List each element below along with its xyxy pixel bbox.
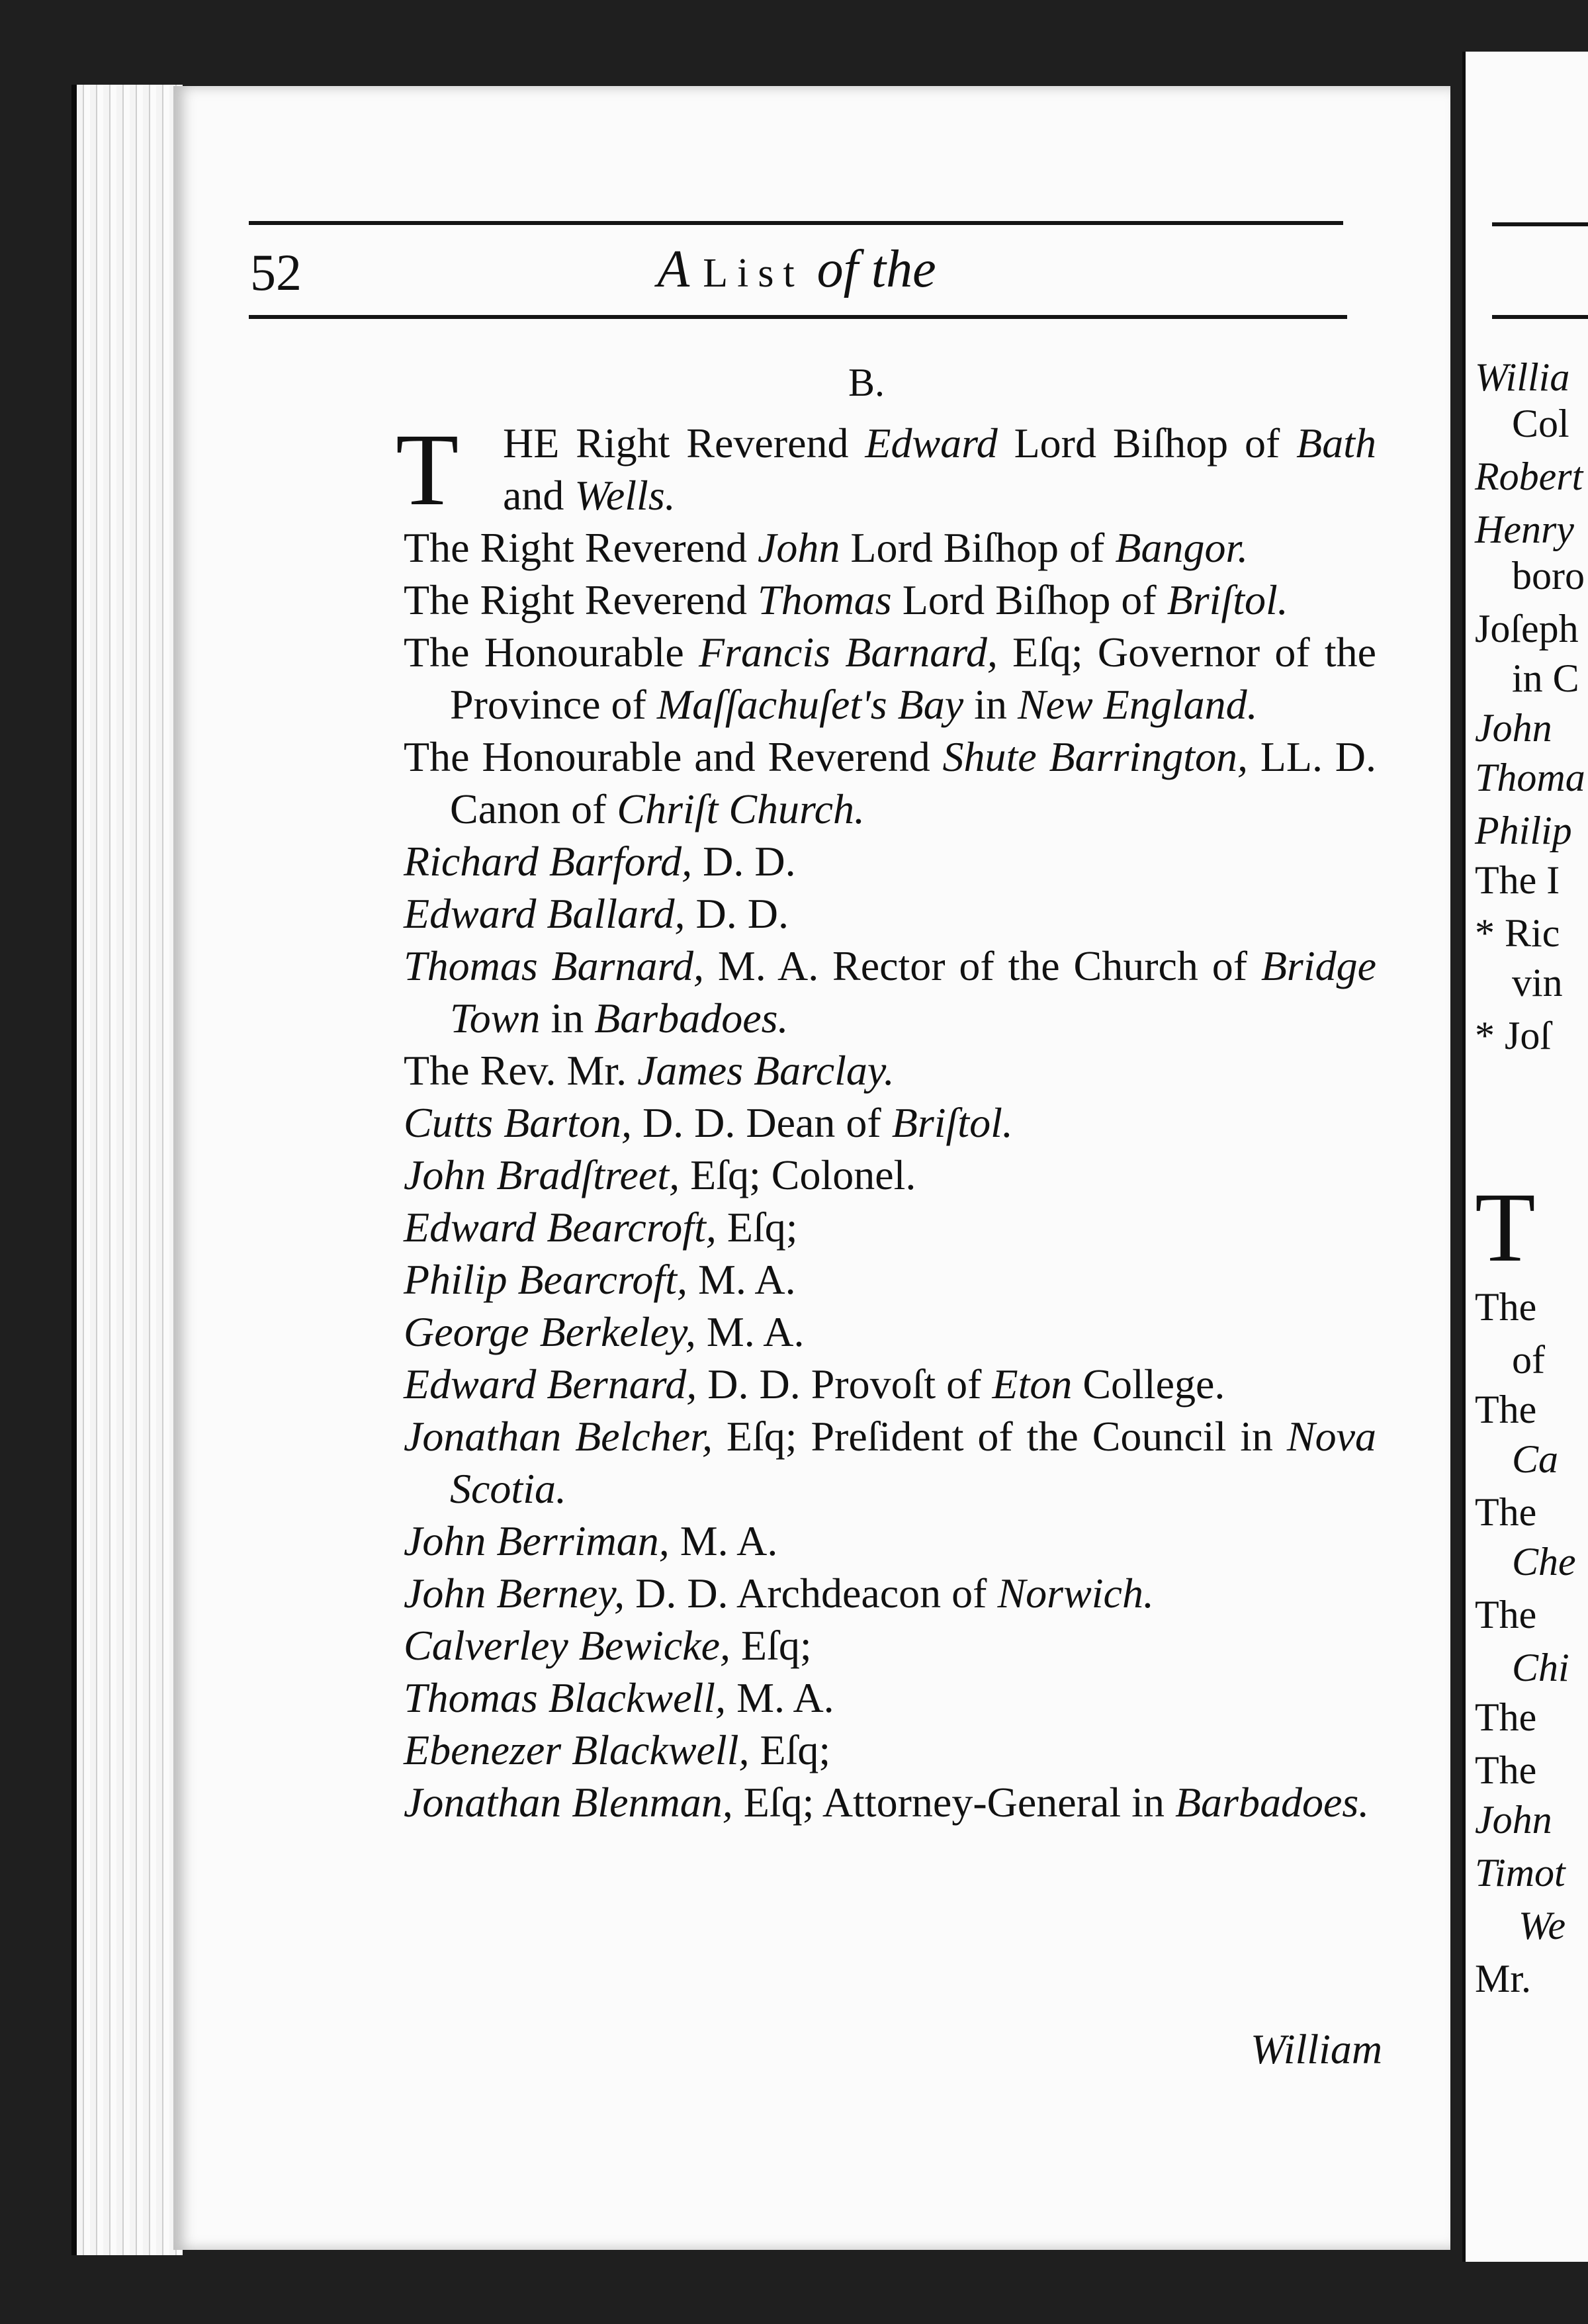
facing-page-fragment: Henry xyxy=(1475,508,1574,551)
entry-text: M. A. xyxy=(695,1308,805,1355)
entry-text: D. D. Dean of xyxy=(631,1099,892,1146)
entry-text: Eſq; xyxy=(716,1204,798,1251)
subscriber-list xyxy=(396,412,1377,1828)
page-header xyxy=(250,235,1343,314)
entry-text: D. D. xyxy=(692,838,796,885)
facing-page-fragment: Timot xyxy=(1475,1851,1566,1895)
entry-italic-text: John Bradſtreet, xyxy=(404,1151,680,1198)
facing-page-fragment: T xyxy=(1475,1173,1536,1282)
entry-italic-text: Norwich. xyxy=(997,1570,1154,1617)
entry-italic-text: Nova Scotia. xyxy=(450,1413,1377,1512)
entry-italic-text: Eton xyxy=(992,1361,1073,1408)
page-edges xyxy=(71,85,183,2255)
facing-page-fragment: We xyxy=(1519,1904,1566,1947)
entry-text: Eſq; Governor of the Province of xyxy=(450,629,1377,728)
entry-text: and xyxy=(503,472,575,519)
facing-page-fragment: boro xyxy=(1512,554,1585,598)
entry-italic-text: Edward Bernard, xyxy=(404,1361,697,1408)
section-letter: B. xyxy=(848,361,885,404)
list-entry xyxy=(404,1776,1376,1828)
facing-page-fragment: The xyxy=(1475,1285,1537,1329)
list-entry xyxy=(404,1253,1376,1306)
running-head xyxy=(250,240,1343,301)
entry-text: in xyxy=(540,995,595,1042)
entry-italic-text: Barbadoes. xyxy=(1174,1779,1370,1826)
entry-italic-text: Jonathan Blenman, xyxy=(404,1779,733,1826)
entry-text: M. A. Rector of the Church of xyxy=(704,942,1261,989)
entry-text: The Right Reverend xyxy=(404,524,758,571)
entry-italic-text: Edward Bearcroft, xyxy=(404,1204,717,1251)
entry-text: Eſq; Colonel. xyxy=(680,1151,916,1198)
facing-page-fragment: John xyxy=(1475,706,1552,750)
entry-text: College. xyxy=(1072,1361,1225,1408)
facing-page-fragment: John xyxy=(1475,1798,1552,1842)
entry-text: M. A. xyxy=(726,1674,834,1721)
facing-page-fragment: The xyxy=(1475,1593,1537,1636)
entry-text: The Rev. Mr. xyxy=(404,1047,638,1094)
entry-text: Eſq; xyxy=(730,1622,812,1669)
entry-italic-text: Barbadoes. xyxy=(594,995,789,1042)
list-entry xyxy=(404,1567,1376,1619)
entry-text: HE Right Reverend xyxy=(503,420,865,467)
facing-header-rule xyxy=(1492,222,1588,226)
facing-page-fragment: * Ric xyxy=(1475,911,1560,955)
list-entry xyxy=(404,887,1376,940)
facing-page-fragment: The xyxy=(1475,1388,1537,1431)
entry-italic-text: New England. xyxy=(1017,681,1258,728)
facing-page-fragment: The xyxy=(1475,1695,1537,1739)
entry-italic-text: Calverley Bewicke, xyxy=(404,1622,730,1669)
facing-page-fragment: * Joſ xyxy=(1475,1014,1552,1057)
list-entry xyxy=(404,1044,1376,1096)
entry-italic-text: Richard Barford, xyxy=(404,838,693,885)
entry-italic-text: Thomas xyxy=(757,576,892,623)
entry-text: D. D. xyxy=(685,890,789,937)
entry-italic-text: Bath xyxy=(1296,420,1377,467)
entry-text: Lord Biſhop of xyxy=(891,576,1167,623)
catchword: William xyxy=(1251,2026,1383,2073)
list-entry xyxy=(404,1096,1376,1149)
facing-page-fragment: Thoma xyxy=(1475,756,1585,799)
entry-text: Eſq; Preſident of the Council in xyxy=(713,1413,1287,1460)
entry-text: The Right Reverend xyxy=(404,576,758,623)
facing-page-fragment: The xyxy=(1475,1748,1537,1792)
list-entry xyxy=(404,1358,1376,1410)
facing-page xyxy=(1462,52,1588,2262)
entry-text: LL. D. Canon of xyxy=(450,733,1376,832)
running-head-rest: of the xyxy=(816,240,936,298)
entry-text: Eſq; Attorney-General in xyxy=(732,1779,1175,1826)
list-entry xyxy=(404,1672,1376,1724)
entry-text: D. D. Archdeacon of xyxy=(625,1570,998,1617)
entry-italic-text: Francis Barnard, xyxy=(699,629,998,676)
facing-page-fragment: Chi xyxy=(1512,1646,1569,1689)
facing-page-fragment: Ca xyxy=(1512,1437,1559,1481)
list-entry xyxy=(404,940,1376,1044)
entry-italic-text: James Barclay. xyxy=(637,1047,895,1094)
list-entry xyxy=(404,1410,1376,1515)
entry-italic-text: Bridge Town xyxy=(450,942,1377,1042)
entry-italic-text: Shute Barrington, xyxy=(942,733,1248,780)
page-number: 52 xyxy=(250,244,302,301)
list-entry xyxy=(396,412,1377,527)
list-entry xyxy=(404,835,1376,887)
facing-page-fragment: Mr. xyxy=(1475,1957,1532,2000)
entry-text: M. A. xyxy=(687,1256,796,1303)
facing-page-fragment: Joſeph xyxy=(1475,607,1579,650)
entry-italic-text: Jonathan Belcher, xyxy=(404,1413,713,1460)
entry-italic-text: John Berriman, xyxy=(404,1517,670,1564)
facing-page-fragment: Robert xyxy=(1475,455,1583,498)
entry-italic-text: Wells. xyxy=(574,472,676,519)
facing-page-fragment: Col xyxy=(1512,402,1569,445)
facing-page-fragment: Philip xyxy=(1475,809,1572,852)
list-entry xyxy=(404,1724,1376,1776)
entry-text: Eſq; xyxy=(749,1726,831,1773)
facing-page-fragment: The xyxy=(1475,1490,1537,1534)
entry-text: The Honourable xyxy=(404,629,699,676)
list-entry xyxy=(404,1201,1376,1253)
list-entry xyxy=(404,574,1376,626)
entry-italic-text: Edward xyxy=(865,420,998,467)
entry-italic-text: Cutts Barton, xyxy=(404,1099,632,1146)
list-entry xyxy=(404,1619,1376,1672)
list-entry xyxy=(404,1515,1376,1567)
header-rule-bottom xyxy=(249,315,1347,319)
entry-italic-text: Briſtol. xyxy=(1167,576,1288,623)
entry-text: in xyxy=(963,681,1018,728)
entry-text: Lord Biſhop of xyxy=(840,524,1116,571)
running-head-article: A xyxy=(657,240,690,298)
list-entry xyxy=(404,521,1376,574)
entry-italic-text: Edward Ballard, xyxy=(404,890,685,937)
facing-page-fragment: of xyxy=(1512,1338,1545,1382)
entry-text: M. A. xyxy=(669,1517,778,1564)
entry-italic-text: John xyxy=(757,524,840,571)
facing-page-fragment: vin xyxy=(1512,961,1563,1005)
entry-italic-text: Bangor. xyxy=(1115,524,1249,571)
entry-italic-text: John Berney, xyxy=(404,1570,625,1617)
entry-italic-text: Thomas Blackwell, xyxy=(404,1674,727,1721)
entry-italic-text: Thomas Barnard, xyxy=(404,942,705,989)
list-entry xyxy=(404,1306,1376,1358)
entry-text: D. D. Provoſt of xyxy=(697,1361,992,1408)
list-entry xyxy=(404,1149,1376,1201)
list-entry xyxy=(404,731,1376,835)
facing-page-fragment: Che xyxy=(1512,1540,1576,1584)
entry-italic-text: Briſtol. xyxy=(891,1099,1013,1146)
facing-page-fragment: The I xyxy=(1475,858,1560,902)
entry-text: Lord Biſhop of xyxy=(997,420,1297,467)
header-rule-top xyxy=(249,221,1343,225)
entry-italic-text: George Berkeley, xyxy=(404,1308,696,1355)
facing-page-fragment: Willia xyxy=(1475,355,1570,399)
entry-text: The Honourable and Reverend xyxy=(404,733,943,780)
drop-cap: T xyxy=(396,412,459,527)
list-entry xyxy=(404,626,1376,731)
entry-italic-text: Chriſt Church. xyxy=(617,785,865,832)
entry-italic-text: Maſſachuſet's Bay xyxy=(656,681,964,728)
facing-page-fragment: in C xyxy=(1512,656,1579,700)
entry-italic-text: Ebenezer Blackwell, xyxy=(404,1726,750,1773)
entry-italic-text: Philip Bearcroft, xyxy=(404,1256,687,1303)
facing-header-rule xyxy=(1492,315,1588,319)
running-head-word: List xyxy=(703,251,804,296)
